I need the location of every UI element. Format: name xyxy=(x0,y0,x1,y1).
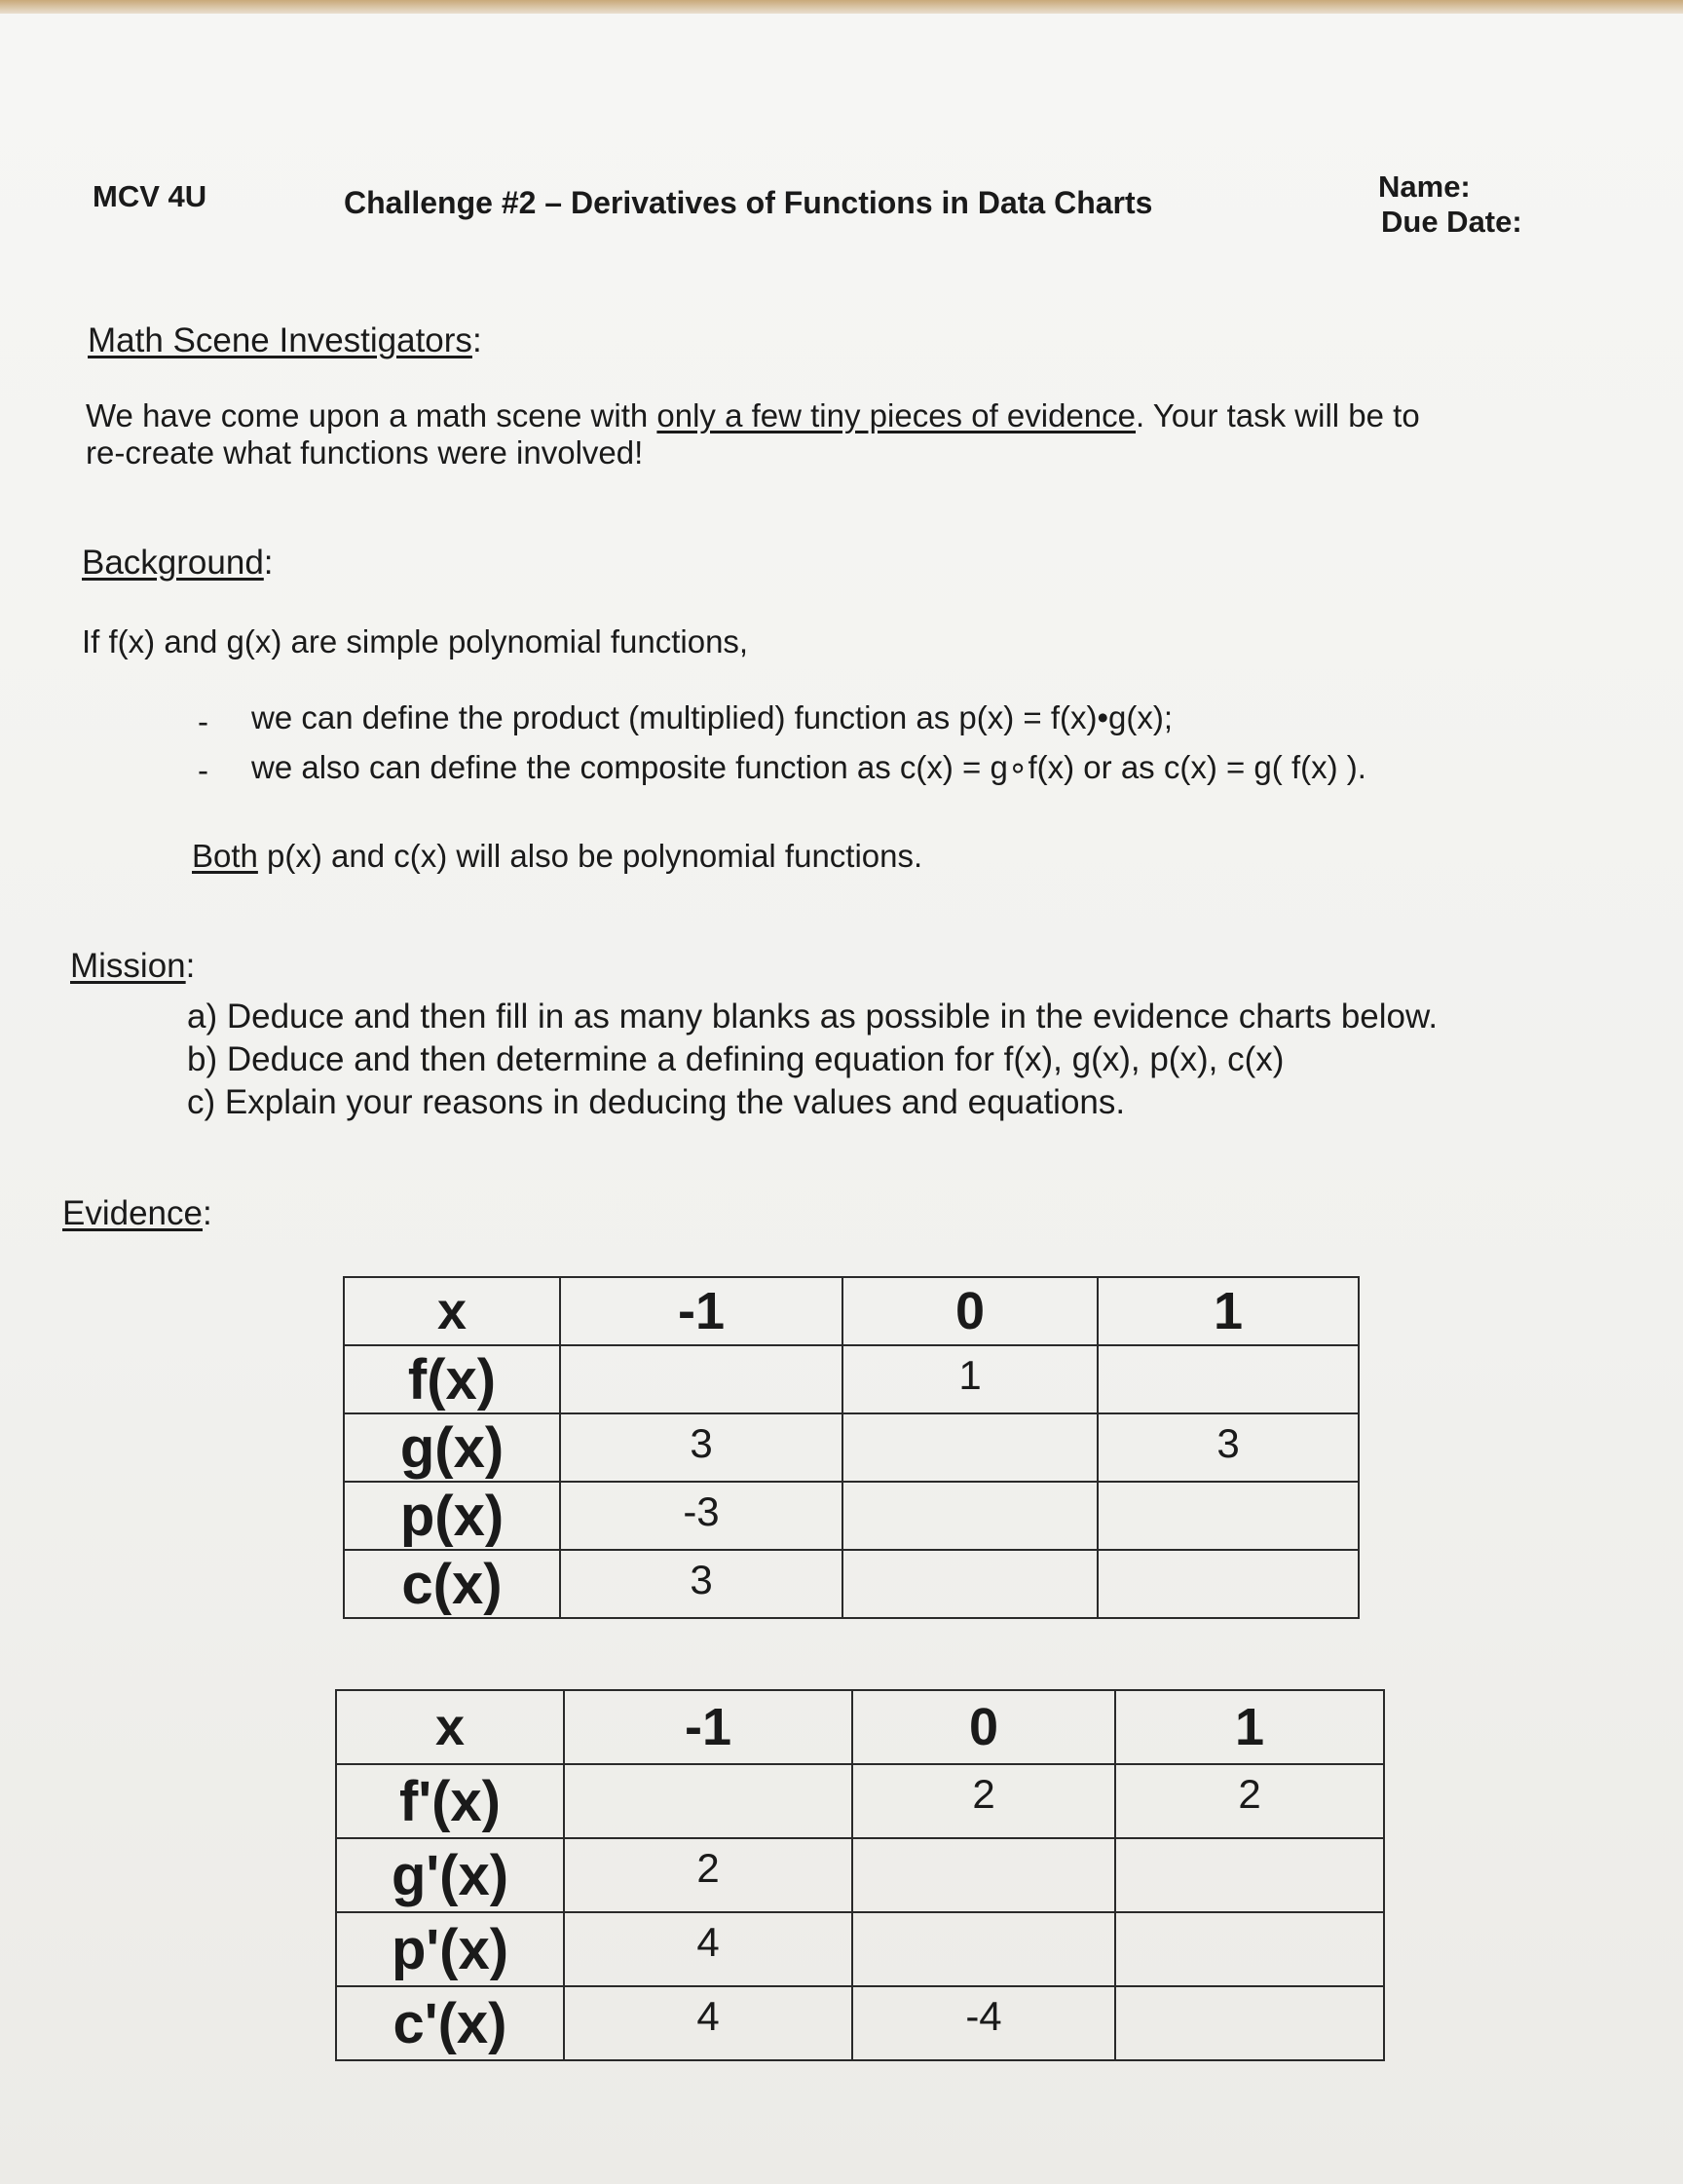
mission-item-c: c) Explain your reasons in deducing the values and equations. xyxy=(187,1083,1126,1121)
name-label: Name: xyxy=(1378,169,1471,204)
both-polynomials-note: Both p(x) and c(x) will also be polynomial functions. xyxy=(192,838,923,874)
table-cell xyxy=(852,1838,1115,1912)
table-cell: 0 xyxy=(852,1690,1115,1764)
table-cell: 2 xyxy=(564,1838,852,1912)
mission-heading: Mission: xyxy=(70,947,196,985)
mission-list xyxy=(187,996,1438,1124)
worksheet-page xyxy=(0,14,1683,2184)
row-label: p'(x) xyxy=(336,1912,564,1986)
table-row xyxy=(344,1550,1359,1618)
row-label: g'(x) xyxy=(336,1838,564,1912)
table-cell: 0 xyxy=(842,1277,1098,1345)
table-row xyxy=(336,1912,1384,1986)
table-cell: 3 xyxy=(1098,1413,1359,1482)
course-code: MCV 4U xyxy=(93,179,207,213)
table-row xyxy=(336,1986,1384,2060)
table-cell: 2 xyxy=(852,1764,1115,1838)
composite-definition: we also can define the composite function as c(x) = g∘f(x) or as c(x) = g( f(x) ). xyxy=(251,749,1366,785)
intro-line-2: re-create what functions were involved! xyxy=(86,434,644,471)
table-cell xyxy=(852,1912,1115,1986)
due-date-label: Due Date: xyxy=(1381,205,1522,239)
table-cell xyxy=(1115,1912,1384,1986)
row-label: g(x) xyxy=(344,1413,560,1482)
table-cell: 2 xyxy=(1115,1764,1384,1838)
evidence-table-functions xyxy=(343,1276,1360,1619)
table-cell: -1 xyxy=(564,1690,852,1764)
table-cell: 3 xyxy=(560,1413,842,1482)
evidence-table-derivatives xyxy=(335,1689,1385,2061)
row-label: x xyxy=(336,1690,564,1764)
bullet-dash-2: - xyxy=(198,752,208,788)
table-cell xyxy=(842,1482,1098,1550)
table-row xyxy=(344,1345,1359,1413)
table-cell: 4 xyxy=(564,1912,852,1986)
page-title: Challenge #2 – Derivatives of Functions in Data Charts xyxy=(344,185,1153,220)
row-label: p(x) xyxy=(344,1482,560,1550)
table-row xyxy=(344,1482,1359,1550)
table-cell: 1 xyxy=(1098,1277,1359,1345)
row-label: f(x) xyxy=(344,1345,560,1413)
table-cell xyxy=(1115,1838,1384,1912)
table-row xyxy=(336,1764,1384,1838)
table-cell xyxy=(842,1550,1098,1618)
row-label: x xyxy=(344,1277,560,1345)
row-label: f'(x) xyxy=(336,1764,564,1838)
table-cell: 1 xyxy=(1115,1690,1384,1764)
table-cell xyxy=(1115,1986,1384,2060)
table-cell xyxy=(560,1345,842,1413)
table-cell xyxy=(1098,1482,1359,1550)
table-row xyxy=(344,1413,1359,1482)
table-row xyxy=(336,1690,1384,1764)
table-cell xyxy=(1098,1550,1359,1618)
evidence-heading: Evidence: xyxy=(62,1194,212,1232)
mission-item-a: a) Deduce and then fill in as many blanks as possible in the evidence charts below. xyxy=(187,998,1439,1036)
bullet-dash-1: - xyxy=(198,703,208,739)
table-row xyxy=(344,1277,1359,1345)
table-cell: 1 xyxy=(842,1345,1098,1413)
table-row xyxy=(336,1838,1384,1912)
table-cell: -4 xyxy=(852,1986,1115,2060)
row-label: c'(x) xyxy=(336,1986,564,2060)
table-cell xyxy=(564,1764,852,1838)
intro-line-1: We have come upon a math scene with only a few tiny pieces of evidence. Your task will be to xyxy=(86,397,1420,433)
table-cell: 4 xyxy=(564,1986,852,2060)
table-cell: 3 xyxy=(560,1550,842,1618)
background-heading: Background: xyxy=(82,544,274,582)
table-cell: -1 xyxy=(560,1277,842,1345)
product-definition: we can define the product (multiplied) function as p(x) = f(x)•g(x); xyxy=(251,699,1174,735)
table-cell xyxy=(842,1413,1098,1482)
table-cell xyxy=(1098,1345,1359,1413)
intro-heading: Math Scene Investigators: xyxy=(88,321,482,359)
row-label: c(x) xyxy=(344,1550,560,1618)
table-cell: -3 xyxy=(560,1482,842,1550)
mission-item-b: b) Deduce and then determine a defining equation for f(x), g(x), p(x), c(x) xyxy=(187,1040,1285,1078)
background-intro: If f(x) and g(x) are simple polynomial functions, xyxy=(82,623,749,659)
desk-edge xyxy=(0,0,1683,14)
